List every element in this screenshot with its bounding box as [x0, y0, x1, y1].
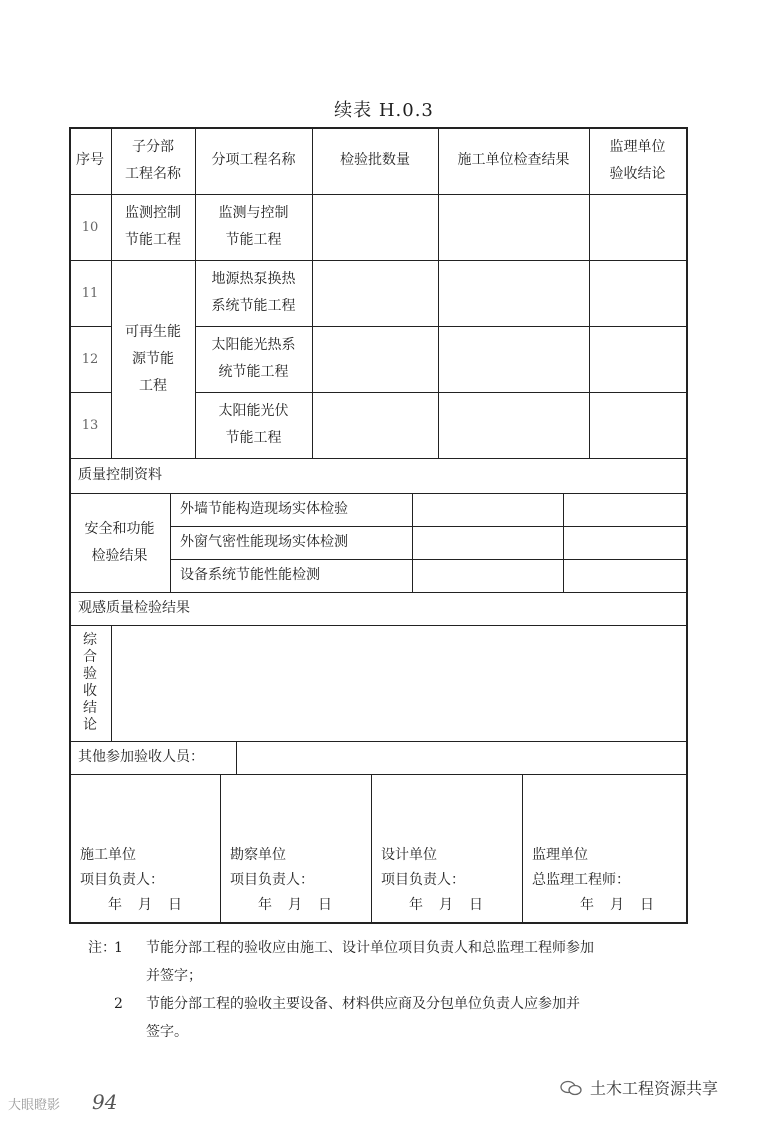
header-sub-project [111, 127, 195, 194]
header-batch-count: 检验批数量 [340, 152, 410, 168]
signature-date: 年 月 日 [258, 897, 333, 913]
note-text: 签字。 [146, 1024, 188, 1040]
signature-unit: 施工单位 [80, 847, 136, 863]
header-item-project: 分项工程名称 [211, 152, 296, 168]
signature-date: 年 月 日 [580, 897, 655, 913]
renewable-line2: 源节能 [132, 350, 174, 367]
row-seq: 13 [81, 417, 99, 433]
row-item-project [195, 392, 312, 458]
note-text: 并签字； [146, 968, 202, 984]
safety-function-label [69, 493, 170, 592]
renewable-energy-sub-project [111, 260, 195, 458]
header-supervisor-line1: 监理单位 [609, 138, 666, 155]
row-item-line1: 太阳能光伏 [218, 403, 289, 419]
row-item-line2: 统节能工程 [218, 364, 289, 380]
signature-role: 项目负责人： [381, 872, 465, 888]
safety-item: 外窗气密性能现场实体检测 [180, 534, 348, 550]
watermark-left: 大眼瞪影 [8, 1098, 61, 1113]
note-index: 2 [114, 996, 123, 1012]
row-item-project [195, 260, 312, 326]
row-item-line2: 系统节能工程 [211, 298, 296, 314]
signature-role: 总监理工程师： [532, 872, 630, 888]
row-item-line1: 太阳能光热系 [211, 337, 296, 353]
row-seq: 10 [81, 219, 99, 235]
header-supervisor-line2: 验收结论 [609, 165, 666, 182]
row-item-line2: 节能工程 [225, 430, 282, 446]
signature-date: 年 月 日 [409, 897, 484, 913]
conclusion-char: 结 [83, 700, 97, 716]
note-item [88, 990, 708, 1018]
signature-role: 项目负责人： [230, 872, 314, 888]
signature-block-design [381, 843, 516, 918]
header-sub-project-line1: 子分部 [132, 138, 174, 155]
signature-block-supervisor [532, 843, 682, 918]
note-index: 1 [114, 940, 123, 956]
signature-date: 年 月 日 [108, 897, 183, 913]
row-sub-project [111, 194, 195, 260]
row-item-line2: 节能工程 [225, 232, 282, 248]
header-sub-project-line2: 工程名称 [125, 165, 181, 182]
table-title: 续表 H.0.3 [334, 100, 434, 121]
header-seq: 序号 [76, 152, 104, 168]
header-supervisor-conclusion [589, 127, 686, 194]
safety-label-line2: 检验结果 [91, 547, 148, 564]
note-text: 节能分部工程的验收应由施工、设计单位项目负责人和总监理工程师参加 [146, 940, 594, 956]
conclusion-char: 合 [83, 649, 97, 665]
conclusion-char: 综 [83, 632, 97, 648]
safety-item: 外墙节能构造现场实体检验 [180, 501, 348, 517]
signature-unit: 勘察单位 [230, 847, 286, 863]
watermark-right-text: 土木工程资源共享 [590, 1079, 719, 1098]
comprehensive-conclusion-label [69, 625, 111, 741]
note-continuation [88, 962, 708, 990]
header-contractor-result: 施工单位检查结果 [457, 152, 570, 168]
safety-label-line1: 安全和功能 [84, 520, 155, 537]
page-number: 94 [92, 1090, 118, 1114]
renewable-line3: 工程 [139, 377, 167, 394]
signature-unit: 监理单位 [532, 847, 588, 863]
row-item-project [195, 326, 312, 392]
row-item-project [195, 194, 312, 260]
note-text: 节能分部工程的验收主要设备、材料供应商及分包单位负责人应参加并 [146, 996, 580, 1012]
other-personnel-label: 其他参加验收人员： [78, 749, 204, 765]
safety-item: 设备系统节能性能检测 [180, 567, 320, 583]
row-seq: 11 [81, 285, 99, 301]
conclusion-char: 收 [83, 683, 97, 699]
wechat-icon [560, 1080, 582, 1096]
row-item-line1: 监测与控制 [218, 205, 289, 221]
signature-block-survey [230, 843, 365, 918]
appearance-quality-label: 观感质量检验结果 [78, 600, 190, 616]
quality-control-label: 质量控制资料 [78, 467, 162, 483]
row-seq: 12 [81, 351, 99, 367]
note-continuation [88, 1018, 708, 1046]
conclusion-char: 论 [83, 717, 97, 733]
renewable-line1: 可再生能 [125, 323, 181, 340]
notes-prefix: 注： [88, 940, 116, 956]
note-item [88, 934, 708, 962]
notes [88, 934, 708, 1046]
row-item-line1: 地源热泵换热 [211, 271, 296, 287]
watermark-right [560, 1076, 718, 1099]
row-sub-project-line2: 节能工程 [125, 232, 181, 248]
signature-block-contractor [80, 843, 215, 918]
signature-role: 项目负责人： [80, 872, 164, 888]
signature-unit: 设计单位 [381, 847, 437, 863]
row-sub-project-line1: 监测控制 [125, 205, 181, 221]
conclusion-char: 验 [83, 666, 97, 682]
